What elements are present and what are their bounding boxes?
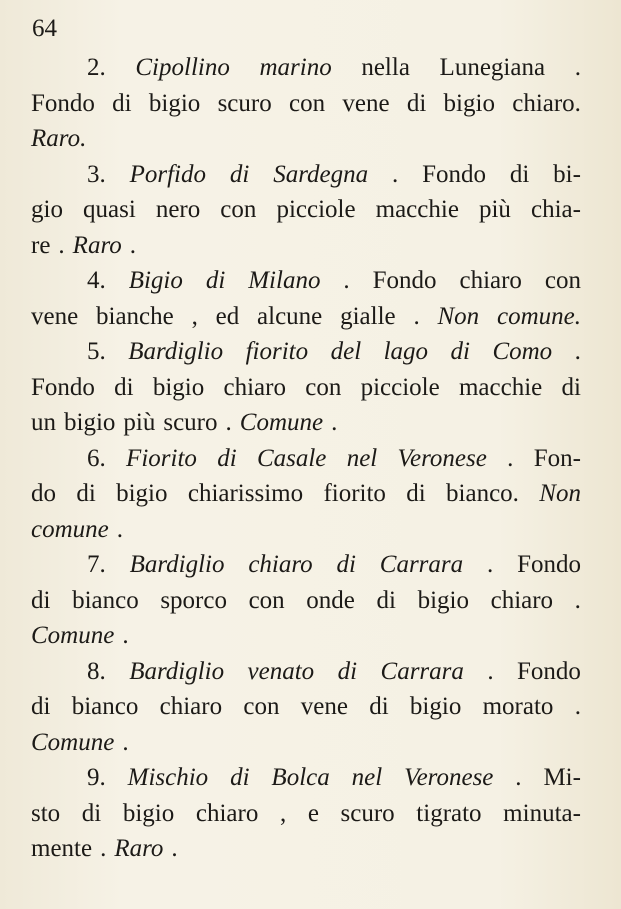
word: , <box>279 799 287 827</box>
italic-word: Non <box>437 302 480 330</box>
italic-word: Carrara <box>379 551 464 578</box>
word: di <box>561 373 581 401</box>
italic-word: Veronese <box>397 444 487 472</box>
italic-word: Comune <box>239 409 324 436</box>
text-line <box>31 831 581 867</box>
word: . <box>574 54 581 81</box>
word: quasi <box>83 196 136 223</box>
word: bigio <box>417 586 469 614</box>
word: . <box>507 444 514 472</box>
word: di <box>376 586 396 614</box>
word: picciole <box>276 196 356 223</box>
word: con <box>220 196 257 223</box>
italic-word: di <box>229 160 250 188</box>
word: di <box>76 480 96 507</box>
text-line <box>31 441 581 477</box>
word: chiaro <box>223 373 286 401</box>
text-line <box>31 228 581 264</box>
word: bi- <box>553 160 581 188</box>
text-line <box>31 725 581 761</box>
italic-word: Bardiglio <box>128 338 224 365</box>
word: Mi- <box>543 764 581 791</box>
italic-word: Como <box>492 338 553 365</box>
italic-word: Bardiglio <box>129 657 225 685</box>
italic-word: Raro. <box>31 125 87 152</box>
word: vene <box>300 693 348 720</box>
text-line <box>31 299 581 335</box>
italic-word: Veronese <box>404 764 494 791</box>
italic-word: del <box>330 338 362 365</box>
word: gio <box>31 196 63 223</box>
word: bigio <box>152 373 205 401</box>
word: 7. <box>87 551 106 578</box>
word: . <box>391 160 399 188</box>
word: con <box>544 267 581 294</box>
word: Fondo <box>422 160 486 188</box>
word: 3. <box>87 160 106 188</box>
italic-word: lago <box>383 338 429 365</box>
word: sporco <box>160 586 227 614</box>
word: scuro <box>340 799 395 827</box>
word: con <box>305 373 342 401</box>
italic-word: Bardiglio <box>129 551 225 578</box>
word: Fondo <box>517 551 581 578</box>
word: ed <box>215 302 240 330</box>
word: con <box>288 89 326 117</box>
word: vene <box>342 89 390 117</box>
italic-word: comune <box>31 515 109 543</box>
italic-word: di <box>337 657 358 685</box>
italic-word: Casale <box>256 444 327 472</box>
text-line <box>31 583 581 619</box>
word: 5. <box>87 338 106 365</box>
word: bigio <box>122 799 175 827</box>
word: chiaro <box>195 799 259 827</box>
italic-word: Comune <box>31 622 115 649</box>
word: . <box>515 764 522 791</box>
word: chiarissimo <box>187 480 304 507</box>
word: . <box>122 622 129 649</box>
text-line <box>31 192 581 228</box>
word: 6. <box>87 444 106 472</box>
word: . <box>58 231 65 259</box>
word: . <box>574 693 581 720</box>
word: Fondo <box>31 89 95 117</box>
word: alcune <box>257 302 323 330</box>
word: vene <box>31 302 79 330</box>
word: di <box>406 89 427 117</box>
italic-word: venato <box>247 657 315 685</box>
word: . <box>122 728 129 756</box>
word: tigrato <box>416 799 482 827</box>
word: . <box>100 835 107 862</box>
text-line <box>31 654 581 690</box>
italic-word: Raro <box>72 231 122 259</box>
text-line <box>31 405 581 441</box>
word: di <box>31 693 51 720</box>
word: . <box>574 338 581 365</box>
text-line <box>31 689 581 725</box>
word: Fondo <box>517 657 581 685</box>
text-line <box>31 618 581 654</box>
word: di <box>31 586 51 614</box>
text-line <box>31 50 581 86</box>
text-line <box>31 476 581 512</box>
word: Fondo <box>372 267 437 294</box>
word: chia- <box>530 196 581 223</box>
word: picciole <box>360 373 440 401</box>
word: gialle <box>340 302 396 330</box>
word: do <box>31 480 56 507</box>
word: minuta- <box>503 799 581 827</box>
word: bigio <box>148 89 201 117</box>
text-line <box>31 334 581 370</box>
italic-word: di <box>336 551 356 578</box>
word: , <box>191 302 198 330</box>
word: più <box>478 196 511 223</box>
word: re <box>31 231 51 259</box>
italic-word: chiaro <box>248 551 313 578</box>
page-number: 64 <box>32 15 57 42</box>
word: chiaro <box>490 586 554 614</box>
word: scuro <box>163 409 218 436</box>
word: . <box>129 231 136 259</box>
word: un <box>31 409 56 436</box>
word: di <box>369 693 389 720</box>
word: di <box>81 799 102 827</box>
italic-word: Raro <box>114 835 164 862</box>
word: chiaro. <box>512 89 581 117</box>
word: . <box>413 302 420 330</box>
word: Lunegiana <box>439 54 546 81</box>
word: 4. <box>87 267 106 294</box>
text-line <box>31 370 581 406</box>
text-line <box>31 796 581 832</box>
text-line <box>31 512 581 548</box>
italic-word: marino <box>259 54 332 81</box>
italic-word: comune. <box>497 302 581 330</box>
word: bigio <box>409 693 462 720</box>
word: . <box>171 835 178 862</box>
word: bigio <box>116 480 168 507</box>
italic-word: nel <box>351 764 383 791</box>
italic-word: Bigio <box>128 267 183 294</box>
italic-word: di <box>205 267 226 294</box>
italic-word: Comune <box>31 728 115 756</box>
italic-word: fiorito <box>245 338 309 365</box>
word: 2. <box>87 54 106 81</box>
word: bigio <box>64 409 116 436</box>
italic-word: Non <box>539 480 581 507</box>
word: . <box>343 267 350 294</box>
italic-word: nel <box>346 444 378 472</box>
word: di <box>509 160 530 188</box>
italic-word: Porfido <box>129 160 207 188</box>
italic-word: di <box>217 444 237 472</box>
word: fiorito <box>323 480 386 507</box>
word: di <box>114 373 134 401</box>
word: onde <box>306 586 355 614</box>
text-line <box>31 263 581 299</box>
word: . <box>225 409 232 436</box>
word: bianco. <box>446 480 519 507</box>
word: mente <box>31 835 93 862</box>
word: scuro <box>217 89 272 117</box>
text-line <box>31 157 581 193</box>
word: . <box>574 586 581 614</box>
word: di <box>112 89 132 117</box>
word: Fon- <box>533 444 581 472</box>
word: bianche <box>96 302 174 330</box>
word: Fondo <box>31 373 95 401</box>
word: con <box>248 586 285 614</box>
word: . <box>486 551 494 578</box>
text-line <box>31 121 581 157</box>
italic-word: di <box>450 338 470 365</box>
word: . <box>116 515 123 543</box>
word: morato <box>482 693 554 720</box>
text-line <box>31 760 581 796</box>
italic-word: Fiorito <box>126 444 197 472</box>
word: chiaro <box>459 267 522 294</box>
word: sto <box>31 799 61 827</box>
page-text <box>31 50 581 867</box>
word: nero <box>155 196 201 223</box>
word: bianco <box>71 693 139 720</box>
word: 8. <box>87 657 106 685</box>
word: . <box>487 657 494 685</box>
word: macchie <box>375 196 459 223</box>
word: . <box>331 409 338 436</box>
italic-word: Mischio <box>127 764 209 791</box>
italic-word: Carrara <box>380 657 464 685</box>
italic-word: Cipollino <box>135 54 230 81</box>
word: più <box>123 409 156 436</box>
text-line <box>31 86 581 122</box>
word: e <box>307 799 319 827</box>
text-line <box>31 547 581 583</box>
italic-word: Bolca <box>271 764 330 791</box>
italic-word: Milano <box>248 267 321 294</box>
word: di <box>406 480 426 507</box>
italic-word: di <box>230 764 250 791</box>
italic-word: Sardegna <box>273 160 369 188</box>
word: bigio <box>443 89 495 117</box>
word: 9. <box>87 764 106 791</box>
word: chiaro <box>159 693 223 720</box>
word: con <box>243 693 280 720</box>
word: nella <box>361 54 410 81</box>
word: macchie <box>458 373 543 401</box>
word: bianco <box>72 586 139 614</box>
